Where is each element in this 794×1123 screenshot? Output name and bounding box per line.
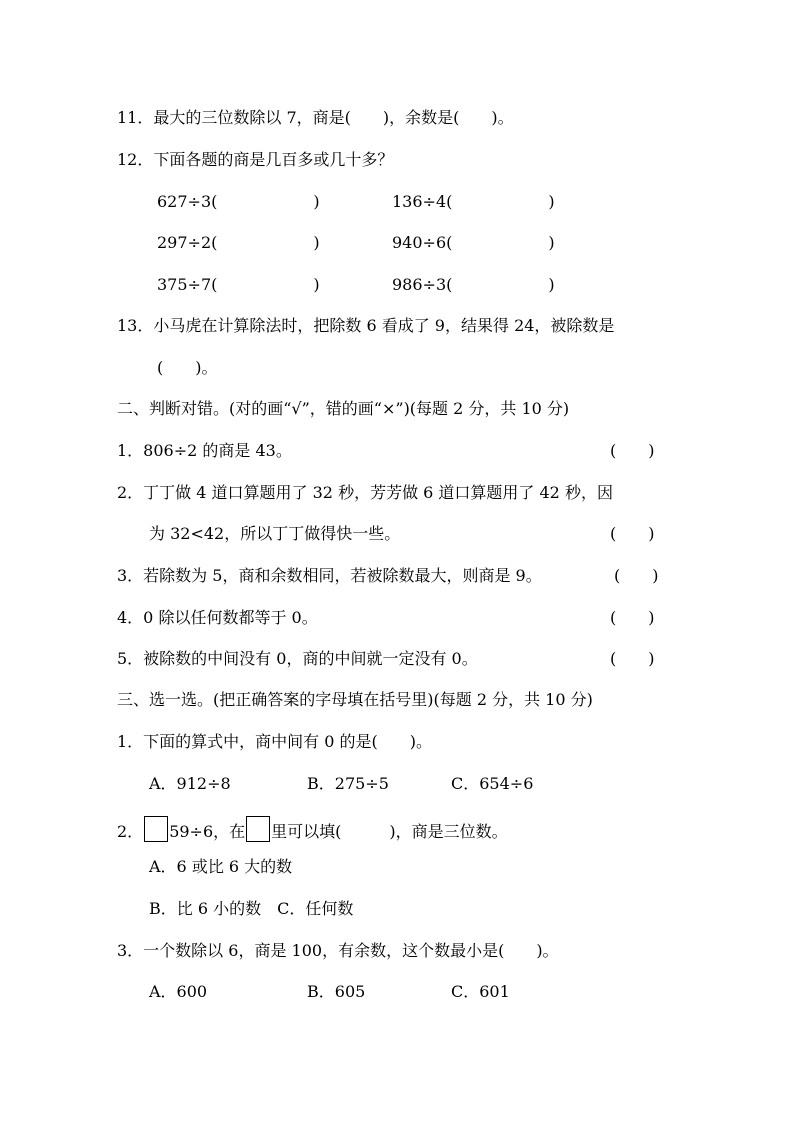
s3-q2-text-1: 59÷6，在	[169, 822, 246, 841]
question-11: 11．最大的三位数除以 7，商是( )，余数是( )。	[117, 108, 514, 127]
q12-item-297: 297÷2( )	[157, 233, 320, 252]
s3-question-3: 3．一个数除以 6，商是 100，有余数，这个数最小是( )。	[117, 941, 559, 960]
s2-question-2-line1: 2．丁丁做 4 道口算题用了 32 秒，芳芳做 6 道口算题用了 42 秒，因	[117, 483, 613, 502]
s3-q1-option-a: A．912÷8	[149, 774, 231, 793]
question-12-prompt: 12．下面各题的商是几百多或几十多？	[117, 150, 394, 169]
q12-item-136: 136÷4( )	[392, 192, 555, 211]
s3-q3-option-a: A．600	[149, 982, 208, 1001]
q12-item-940: 940÷6( )	[392, 233, 555, 252]
question-13-line1: 13．小马虎在计算除法时，把除数 6 看成了 9，结果得 24，被除数是	[117, 316, 615, 335]
s3-q2-option-bc: B．比 6 小的数 C．任何数	[149, 899, 354, 918]
s3-question-1: 1．下面的算式中，商中间有 0 的是( )。	[117, 732, 433, 751]
s3-q2-option-a: A．6 或比 6 大的数	[149, 857, 293, 876]
s2-q5-answer-paren: ( )	[610, 649, 655, 668]
s3-question-2	[117, 816, 508, 842]
q12-item-986: 986÷3( )	[392, 275, 555, 294]
s3-q2-number: 2．	[117, 822, 144, 841]
s2-q2-answer-paren: ( )	[610, 524, 655, 543]
blank-box	[246, 816, 270, 842]
s2-q1-answer-paren: ( )	[610, 441, 655, 460]
s2-q3-answer-paren: ( )	[614, 566, 659, 585]
question-13-line2: ( )。	[157, 358, 218, 377]
s2-q4-answer-paren: ( )	[610, 608, 655, 627]
s2-question-1: 1．806÷2 的商是 43。	[117, 441, 292, 460]
q12-item-627: 627÷3( )	[157, 192, 320, 211]
s2-question-2-line2: 为 32<42，所以丁丁做得快一些。	[149, 524, 401, 543]
s3-q2-text-2: 里可以填( )，商是三位数。	[271, 822, 508, 841]
blank-box	[144, 816, 168, 842]
s3-q1-option-c: C．654÷6	[451, 774, 534, 793]
q12-item-375: 375÷7( )	[157, 275, 320, 294]
s2-question-3: 3．若除数为 5，商和余数相同，若被除数最大，则商是 9。	[117, 566, 542, 585]
s3-q1-option-b: B．275÷5	[307, 774, 389, 793]
s2-question-4: 4．0 除以任何数都等于 0。	[117, 608, 318, 627]
s3-q3-option-b: B．605	[307, 982, 366, 1001]
section2-heading: 二、判断对错。(对的画“√”，错的画“×”)(每题 2 分，共 10 分)	[117, 399, 570, 418]
s2-question-5: 5．被除数的中间没有 0，商的中间就一定没有 0。	[117, 649, 478, 668]
section3-heading: 三、选一选。(把正确答案的字母填在括号里)(每题 2 分，共 10 分)	[117, 690, 593, 709]
s3-q3-option-c: C．601	[451, 982, 510, 1001]
